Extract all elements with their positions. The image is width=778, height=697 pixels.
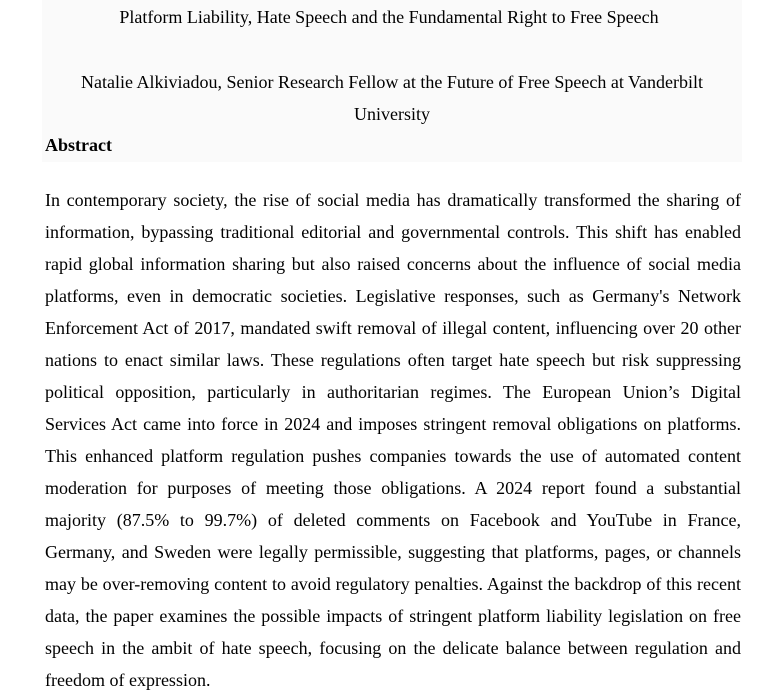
abstract-body: In contemporary society, the rise of social media has dramatically transformed the sharing of information, bypassing traditional editorial and governmental controls. This shift has enabled rapid global information sharing but also raised concerns about the influence of social media platforms, even in democratic societies. Legislative responses, such as Germany's Network Enforcement Act of 2017, mandated swift removal of illegal content, influencing over 20 other nations to enact similar laws. These regulations often target hate speech but risk suppressing political opposition, particularly in authoritarian regimes. The European Union’s Digital Services Act came into force in 2024 and imposes stringent removal obligations on platforms. This enhanced platform regulation pushes companies towards the use of automated content moderation for purposes of meeting those obligations. A 2024 report found a substantial majority (87.5% to 99.7%) of deleted comments on Facebook and YouTube in France, Germany, and Sweden were legally permissible, suggesting that platforms, pages, or channels may be over-removing content to avoid regulatory penalties. Against the backdrop of this recent data, the paper examines the possible impacts of stringent platform liability legislation on free speech in the ambit of hate speech, focusing on the delicate balance between regulation and freedom of expression. (45, 190, 741, 690)
abstract-heading: Abstract (45, 135, 112, 155)
author-line: Natalie Alkiviadou, Senior Research Fellow at the Future of Free Speech at Vanderbilt University (80, 72, 703, 124)
paper-title: Platform Liability, Hate Speech and the Fundamental Right to Free Speech (119, 7, 659, 27)
